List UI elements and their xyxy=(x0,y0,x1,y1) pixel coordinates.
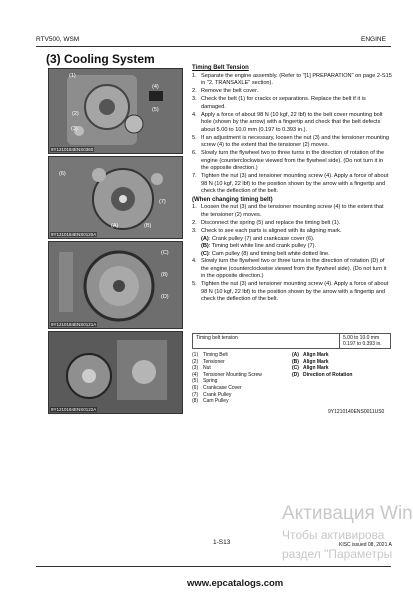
step-number: 1. xyxy=(192,204,197,210)
step-item xyxy=(192,150,392,173)
step-number: 4. xyxy=(192,111,197,118)
step-number: 7. xyxy=(192,173,197,179)
step-text: Slowly turn the flywheel two to three turns in the direction of rotation of the engine (counterclockwise viewed from the flywheel side). (Do not turn it in the opposite direction.) xyxy=(201,150,385,171)
step-number: 3. xyxy=(192,227,197,234)
callout-4: (4) xyxy=(152,84,159,90)
align-mark-text: : Timing belt white line and crank pulley (7). xyxy=(208,243,317,249)
align-mark-item xyxy=(201,243,392,251)
legend-key: (D) xyxy=(292,371,299,378)
changing-belt-heading: (When changing timing belt) xyxy=(192,196,273,203)
photo-code-1: 9Y1210184ENS0360 xyxy=(51,147,94,152)
step-item xyxy=(192,281,392,304)
step-text: Slowly turn the flywheel two or three turns in the direction of rotation (D) of the engine (counterclockwise viewed from the flywheel side). (Do not turn it in the opposite direction.) xyxy=(201,258,387,279)
legend-key: (3) xyxy=(192,365,199,372)
legend-key: (5) xyxy=(192,378,199,385)
legend-item xyxy=(192,398,288,405)
callout-D: (D) xyxy=(161,294,169,300)
changing-belt-steps xyxy=(192,204,392,235)
callout-1: (1) xyxy=(69,73,76,79)
step-number: 5. xyxy=(192,134,197,141)
legend-key: (A) xyxy=(292,352,299,358)
document-code: 9Y1210140ENS0011US0 xyxy=(328,409,385,415)
footer-rule xyxy=(36,566,391,567)
legend-item xyxy=(192,365,288,372)
step-text: Check to see each parts is aligned with its aligning mark. xyxy=(201,227,342,234)
header-section: ENGINE xyxy=(361,36,386,43)
legend-key: (1) xyxy=(192,352,199,358)
align-marks xyxy=(192,236,392,259)
spec-value-in: 0.197 to 0.393 in. xyxy=(343,341,382,347)
legend-value: Align Mark xyxy=(303,352,329,358)
timing-belt-tension-heading: Timing Belt Tension xyxy=(192,65,249,71)
legend-item xyxy=(192,392,288,399)
callout-7: (7) xyxy=(159,199,166,205)
step-number: 2. xyxy=(192,88,197,94)
step-item xyxy=(192,135,392,150)
step-text: Separate the engine assembly. (Refer to "[1] PREPARATION" on page 2-S15 in "2. TRANSAXLE" section). xyxy=(201,72,392,86)
step-number: 6. xyxy=(192,150,197,156)
spec-value-mm: 5.00 to 10.0 mm xyxy=(343,335,380,341)
legend-value: Tensioner Mounting Screw xyxy=(203,371,262,378)
activation-watermark-line1: Активация Win xyxy=(282,503,413,524)
engine-photo-4 xyxy=(48,331,183,414)
step-item xyxy=(192,73,392,88)
step-text: Tighten the nut (3) and tensioner mounting screw (4). Apply a force of about 98 N (10 kgf, 22 lbf) to the position shown by the arrow with a fingertip and check the deflection of the belt. xyxy=(201,173,389,194)
spec-table xyxy=(192,333,391,349)
legend-key: (C) xyxy=(292,365,299,372)
callout-5: (5) xyxy=(152,107,159,113)
page-number: 1-S13 xyxy=(213,539,231,546)
align-mark-item xyxy=(201,251,392,259)
header-rule xyxy=(36,46,391,47)
step-text: Disconnect the spring (5) and replace the timing belt (1). xyxy=(201,219,341,226)
legend-key: (8) xyxy=(192,398,199,405)
issued-note: KISC issued 08, 2021 A xyxy=(339,542,392,548)
step-text: Apply a force of about 98 N (10 kgf, 22 lbf) to the belt cover mounting bolt hole (shown by the arrow) with a fingertip and check that the belt defects about 5.00 to 10.0 mm (0.197 to 0.393 in.). xyxy=(201,111,383,133)
spec-label: Timing belt tension xyxy=(193,334,340,349)
engine-illustration-4 xyxy=(49,332,182,413)
legend-value: Nut xyxy=(203,365,211,372)
activation-watermark-line2: Чтобы активирова xyxy=(282,528,385,542)
callout-3: (3) xyxy=(71,126,78,132)
step-number: 3. xyxy=(192,96,197,102)
legend-item xyxy=(192,378,288,385)
timing-belt-tension-steps xyxy=(192,73,392,196)
legend-item xyxy=(192,352,288,359)
callout-C: (C) xyxy=(161,250,169,256)
callout-B: (B) xyxy=(144,223,152,229)
callout-8: (8) xyxy=(161,272,168,278)
align-mark-key: (B) xyxy=(201,243,209,249)
align-mark-key: (A) xyxy=(201,235,209,242)
legend-item xyxy=(292,372,392,379)
legend-value: Crankcase Cover xyxy=(203,384,242,391)
legend-value: Timing Belt xyxy=(203,352,228,358)
legend-item xyxy=(292,359,392,366)
legend-item xyxy=(292,365,392,372)
photo-code-4: 9Y1210184ENS0122A xyxy=(51,407,97,412)
changing-belt-steps-2 xyxy=(192,258,392,304)
align-mark-text: : Cam pulley (8) and timing belt white dotted line. xyxy=(208,250,330,257)
legend-value: Cam Pulley xyxy=(203,398,229,405)
legend-value: Tensioner xyxy=(203,358,225,365)
step-number: 4. xyxy=(192,258,197,264)
engine-illustration-1 xyxy=(49,69,182,153)
parts-legend xyxy=(192,352,288,405)
callout-6: (6) xyxy=(59,171,66,177)
legend-value: Crank Pulley xyxy=(203,391,232,398)
callout-2: (2) xyxy=(72,111,79,117)
activation-watermark-line3: раздел "Параметры xyxy=(282,547,393,561)
step-item xyxy=(192,204,392,219)
header-model: RTV500, WSM xyxy=(36,36,80,43)
step-item xyxy=(192,112,392,135)
photo-code-3: 9Y1210184ENS0121A xyxy=(51,322,97,327)
legend-key: (B) xyxy=(292,358,299,365)
align-mark-text: : Crank pulley (7) and crankcase cover (6). xyxy=(208,235,315,242)
legend-value: Align Mark xyxy=(303,358,329,365)
legend-value: Spring xyxy=(203,378,218,385)
engine-photo-2 xyxy=(48,156,183,239)
callout-A: (A) xyxy=(111,223,119,229)
legend-item xyxy=(192,385,288,392)
engine-photo-1 xyxy=(48,68,183,154)
step-item xyxy=(192,228,392,236)
site-link[interactable]: www.epcatalogs.com xyxy=(187,578,284,589)
legend-item xyxy=(192,359,288,366)
step-item xyxy=(192,258,392,281)
step-item xyxy=(192,96,392,111)
step-item xyxy=(192,88,392,96)
legend-value: Align Mark xyxy=(303,365,329,372)
instructions-column xyxy=(192,65,392,304)
step-number: 1. xyxy=(192,72,197,79)
step-item xyxy=(192,173,392,196)
engine-photo-3 xyxy=(48,241,183,329)
photo-code-2: 9Y1210184ENS0120A xyxy=(51,232,97,237)
step-text: Check the belt (1) for cracks or separations. Replace the belt if it is damaged. xyxy=(201,96,366,110)
align-mark-key: (C) xyxy=(201,250,209,257)
legend-key: (2) xyxy=(192,358,199,365)
section-title: (3) Cooling System xyxy=(46,52,155,66)
step-number: 5. xyxy=(192,281,197,287)
step-item xyxy=(192,220,392,228)
legend-key: (6) xyxy=(192,384,199,391)
legend-key: (4) xyxy=(192,371,199,378)
step-text: Tighten the nut (3) and tensioner mounting screw (4). Apply a force of about 98 N (10 kgf, 22 lbf) to the position shown by the arrow with a fingertip and check the deflection of the belt. xyxy=(201,281,389,302)
align-mark-item xyxy=(201,236,392,244)
legend-value: Direction of Rotation xyxy=(303,371,353,378)
marks-legend xyxy=(292,352,392,378)
step-text: Remove the belt cover. xyxy=(201,88,259,94)
legend-key: (7) xyxy=(192,391,199,398)
step-number: 2. xyxy=(192,219,197,226)
step-text: If an adjustment is necessary, loosen the nut (3) and the tensioner mounting screw (4) to the extent that the tensioner (2) moves. xyxy=(201,134,390,148)
spec-value xyxy=(340,334,391,349)
legend-item xyxy=(192,372,288,379)
step-text: Loosen the nut (3) and the tensioner mounting screw (4) to the extent that the tensioner (2) moves. xyxy=(201,204,384,218)
legend-item xyxy=(292,352,392,359)
